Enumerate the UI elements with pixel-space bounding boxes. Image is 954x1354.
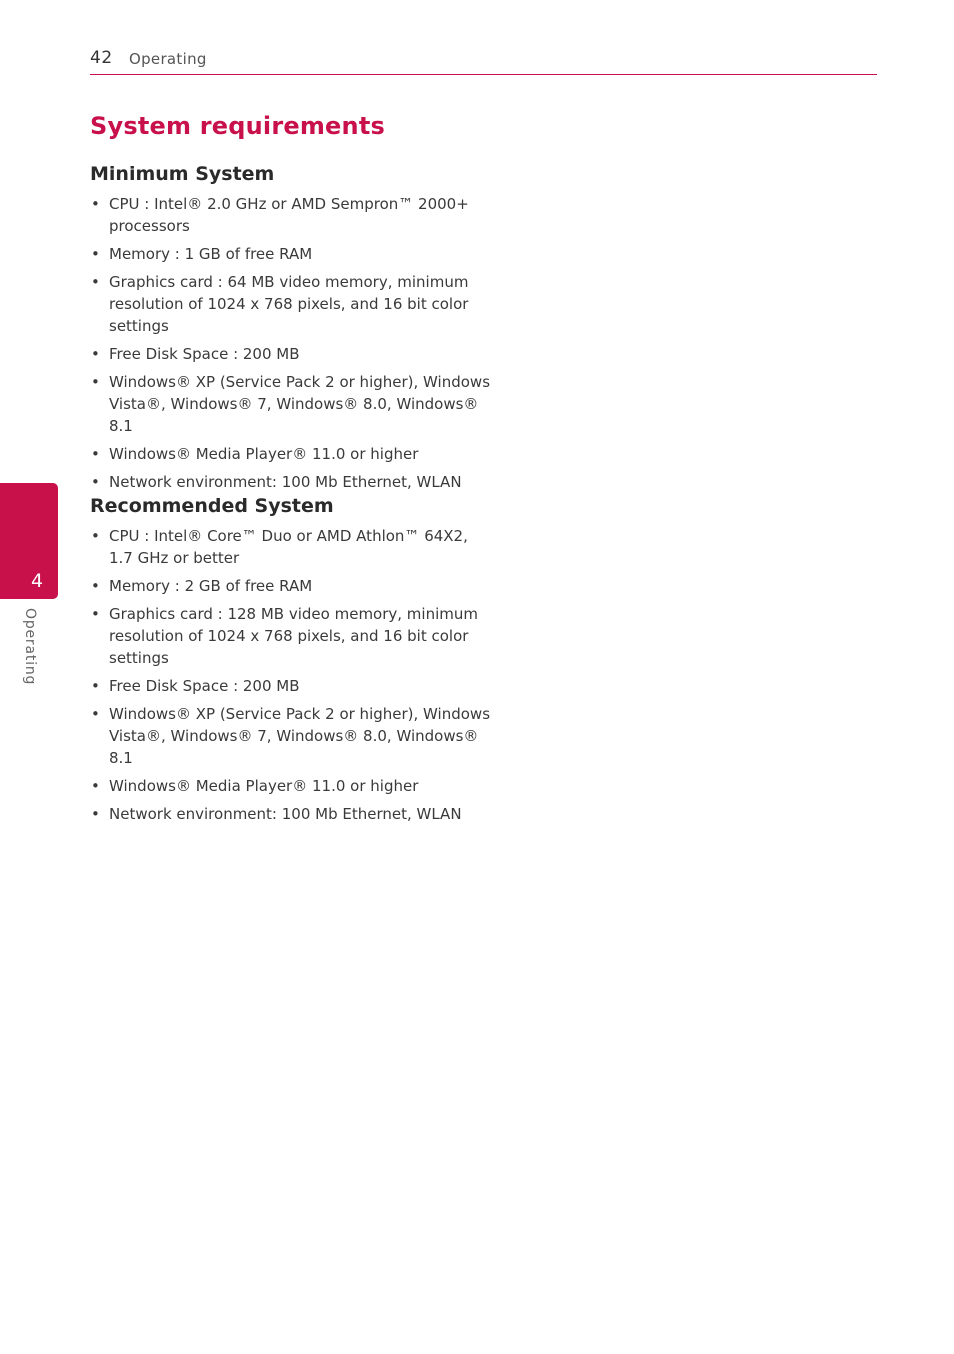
list-item <box>90 443 490 465</box>
list-item-text: Graphics card : 128 MB video memory, minimum resolution of 1024 x 768 pixels, and 16 bit color settings <box>109 605 478 667</box>
list-item-text: Windows® Media Player® 11.0 or higher <box>109 445 419 463</box>
list-item-text: Memory : 1 GB of free RAM <box>109 245 313 263</box>
list-item-text: Network environment: 100 Mb Ethernet, WLAN <box>109 473 462 491</box>
recommended-system-heading: Recommended System <box>90 495 334 517</box>
list-item-text: Network environment: 100 Mb Ethernet, WLAN <box>109 805 462 823</box>
bullet-icon: • <box>91 195 100 213</box>
list-item <box>90 603 490 669</box>
list-item <box>90 775 490 797</box>
list-item <box>90 271 490 337</box>
list-item <box>90 243 490 265</box>
list-item-text: Free Disk Space : 200 MB <box>109 677 300 695</box>
list-item <box>90 343 490 365</box>
list-item <box>90 371 490 437</box>
header-section-title: Operating <box>129 50 207 68</box>
bullet-icon: • <box>91 605 100 623</box>
bullet-icon: • <box>91 777 100 795</box>
list-item-text: CPU : Intel® 2.0 GHz or AMD Sempron™ 2000+ processors <box>109 195 469 235</box>
list-item <box>90 525 490 569</box>
chapter-label: Operating <box>22 608 38 686</box>
bullet-icon: • <box>91 273 100 291</box>
recommended-system-section <box>90 495 490 831</box>
minimum-system-section <box>90 163 490 499</box>
minimum-system-heading: Minimum System <box>90 163 275 185</box>
bullet-icon: • <box>91 677 100 695</box>
bullet-icon: • <box>91 577 100 595</box>
bullet-icon: • <box>91 445 100 463</box>
minimum-system-list <box>90 193 490 493</box>
bullet-icon: • <box>91 373 100 391</box>
bullet-icon: • <box>91 805 100 823</box>
chapter-tab <box>0 483 58 599</box>
recommended-system-list <box>90 525 490 825</box>
list-item-text: Graphics card : 64 MB video memory, minimum resolution of 1024 x 768 pixels, and 16 bit color settings <box>109 273 469 335</box>
bullet-icon: • <box>91 345 100 363</box>
list-item-text: Memory : 2 GB of free RAM <box>109 577 313 595</box>
list-item-text: Free Disk Space : 200 MB <box>109 345 300 363</box>
list-item-text: Windows® Media Player® 11.0 or higher <box>109 777 419 795</box>
bullet-icon: • <box>91 245 100 263</box>
list-item <box>90 703 490 769</box>
list-item <box>90 675 490 697</box>
list-item <box>90 803 490 825</box>
page-header <box>90 48 877 75</box>
bullet-icon: • <box>91 705 100 723</box>
chapter-number: 4 <box>30 570 44 592</box>
page-title: System requirements <box>90 112 385 140</box>
list-item <box>90 471 490 493</box>
page-number: 42 <box>90 48 113 68</box>
bullet-icon: • <box>91 527 100 545</box>
list-item-text: CPU : Intel® Core™ Duo or AMD Athlon™ 64X2, 1.7 GHz or better <box>109 527 468 567</box>
list-item <box>90 575 490 597</box>
list-item <box>90 193 490 237</box>
list-item-text: Windows® XP (Service Pack 2 or higher), Windows Vista®, Windows® 7, Windows® 8.0, Windows® 8.1 <box>109 705 491 767</box>
bullet-icon: • <box>91 473 100 491</box>
list-item-text: Windows® XP (Service Pack 2 or higher), Windows Vista®, Windows® 7, Windows® 8.0, Windows® 8.1 <box>109 373 491 435</box>
